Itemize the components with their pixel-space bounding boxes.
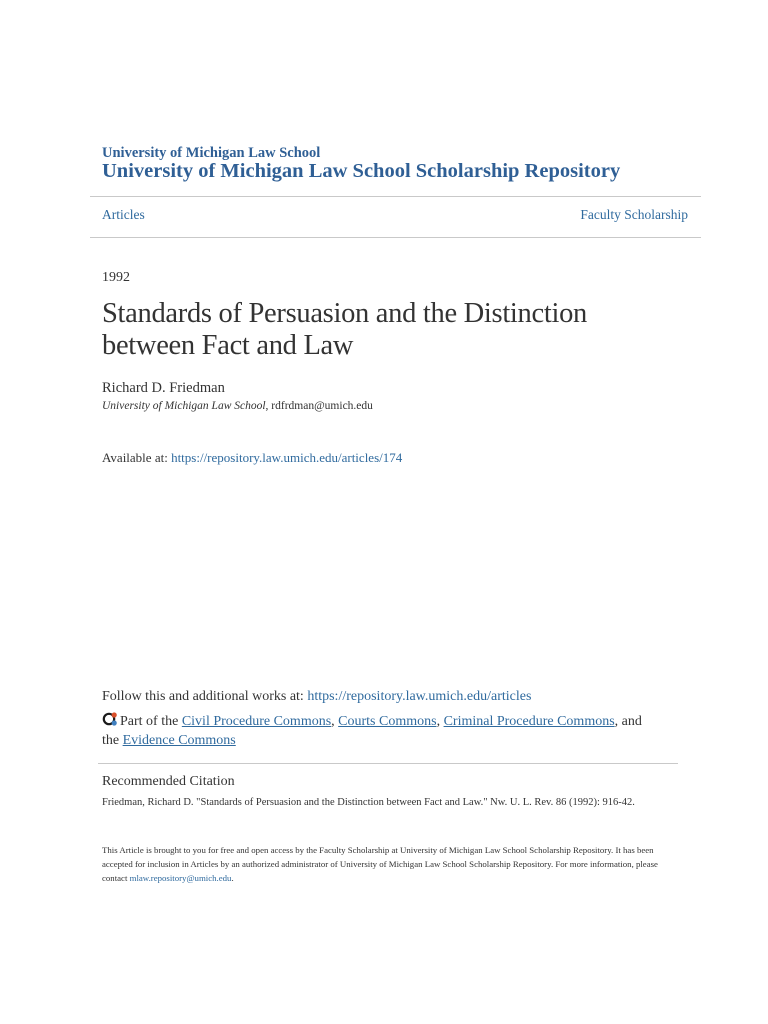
divider-citation (98, 763, 678, 764)
available-label: Available at: (102, 450, 168, 465)
author-name: Richard D. Friedman (102, 380, 225, 396)
commons-network-icon (102, 711, 118, 727)
articles-url-link[interactable]: https://repository.law.umich.edu/articles (307, 689, 532, 704)
author-affiliation: University of Michigan Law School, rdfrdman@umich.edu (102, 400, 373, 412)
contact-email-link[interactable]: mlaw.repository@umich.edu (129, 873, 232, 883)
follow-line (102, 689, 531, 705)
publication-year: 1992 (102, 270, 130, 285)
citation-text: Friedman, Richard D. "Standards of Persuasion and the Distinction between Fact and Law." Nw. U. L. Rev. 86 (1992): 916-42. (102, 797, 635, 808)
civil-procedure-commons-link[interactable]: Civil Procedure Commons (181, 714, 332, 729)
criminal-procedure-commons-link[interactable]: Criminal Procedure Commons (443, 714, 615, 729)
divider-top (90, 196, 701, 197)
divider-bottom (90, 237, 701, 238)
part-of-commons: Part of the Civil Procedure Commons, Courts Commons, Criminal Procedure Commons, and the Evidence Commons (102, 711, 672, 750)
access-notice-end: . (231, 873, 234, 883)
article-url-link[interactable]: https://repository.law.umich.edu/articles/174 (171, 450, 403, 465)
author-email: rdfrdman@umich.edu (271, 400, 373, 412)
article-title: Standards of Persuasion and the Distinction between Fact and Law (102, 298, 587, 361)
courts-commons-link[interactable]: Courts Commons (338, 714, 437, 729)
nav-faculty-scholarship-link[interactable]: Faculty Scholarship (580, 207, 688, 222)
available-at (102, 450, 402, 466)
and-text: , and (614, 714, 642, 729)
access-notice-text: This Article is brought to you for free and open access by the Faculty Scholarship at University of Michigan Law School Scholarship Repository. It has been accepted for inclusion in Articles by an authorized administrator of University of Michigan Law School Scholarship Repository. For more information, please contact (102, 845, 658, 883)
institution-name[interactable]: University of Michigan Law School (102, 145, 321, 161)
the-text: the (102, 733, 120, 748)
part-of-label: Part of the (120, 714, 179, 729)
affiliation-name: University of Michigan Law School (102, 400, 266, 412)
nav-articles-link[interactable]: Articles (102, 207, 145, 222)
evidence-commons-link[interactable]: Evidence Commons (122, 733, 236, 748)
follow-label: Follow this and additional works at: (102, 689, 304, 704)
repository-name[interactable]: University of Michigan Law School Scholarship Repository (102, 160, 621, 182)
recommended-citation-label: Recommended Citation (102, 774, 235, 789)
access-notice (102, 843, 672, 885)
